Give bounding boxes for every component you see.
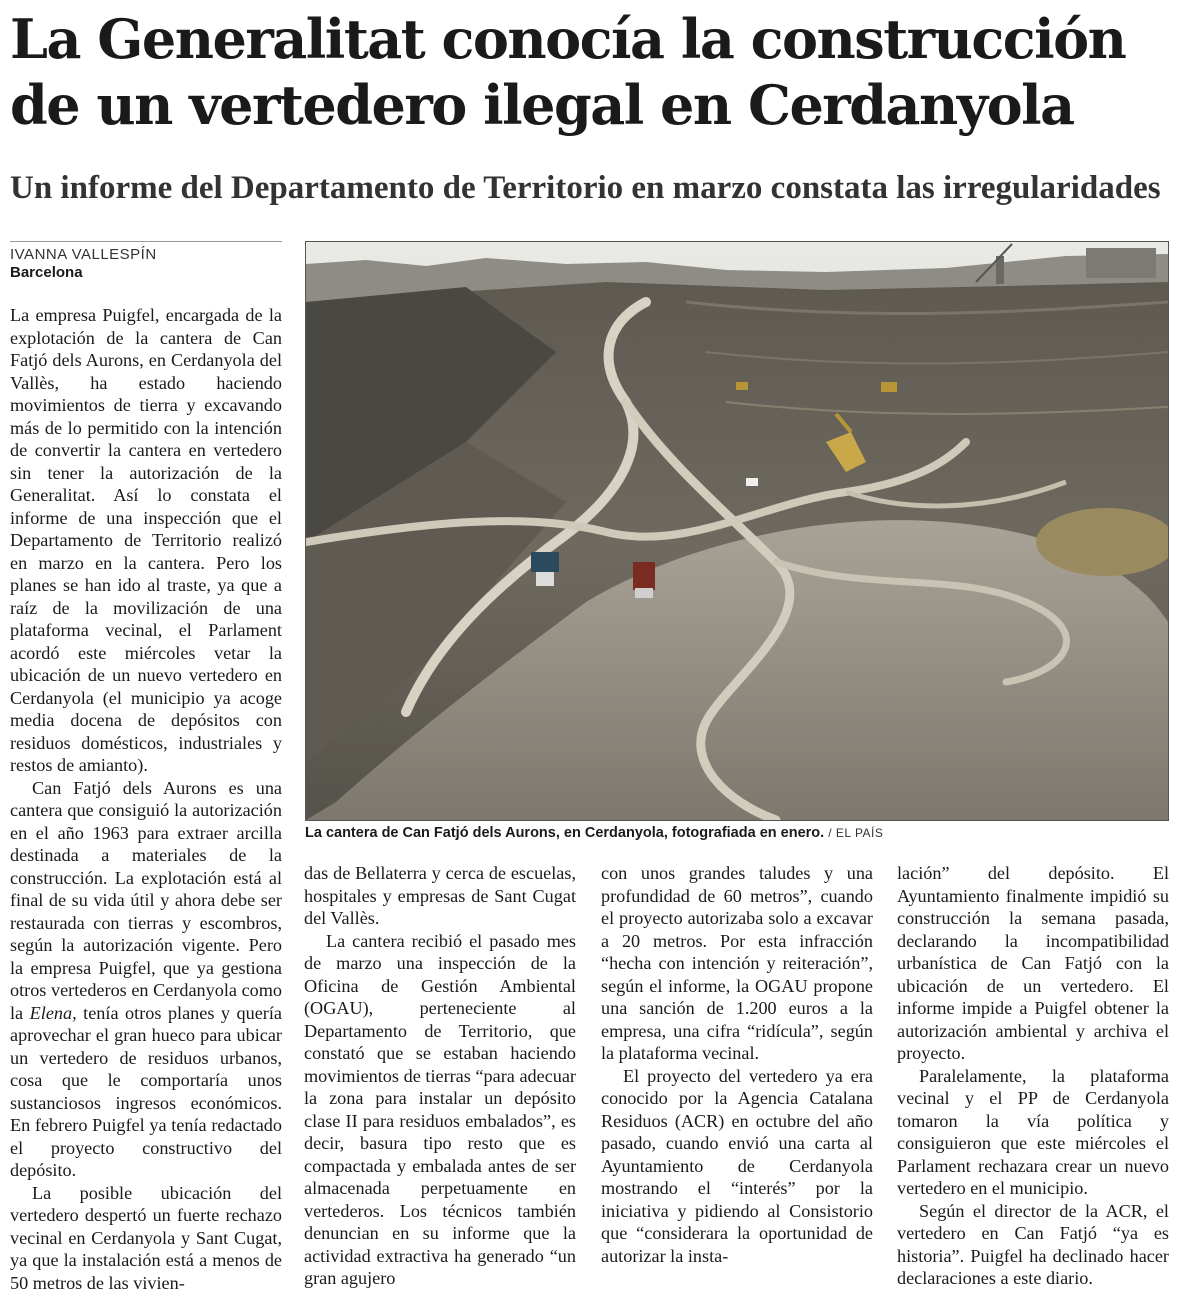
paragraph (10, 777, 282, 1182)
article-column-3 (601, 862, 873, 1267)
paragraph: La posible ubicación del vertedero despertó un fuerte rechazo vecinal en Cerdanyola y Sant Cugat, ya que la instalación está a menos de 50 metros de las vivien- (10, 1182, 282, 1294)
subheadline: Un informe del Departamento de Territorio en marzo constata las irregularidades (10, 168, 1180, 208)
quarry-photo (305, 241, 1169, 821)
byline-location: Barcelona (10, 264, 282, 282)
paragraph: con unos grandes taludes y una profundidad de 60 metros”, cuando el proyecto autorizaba solo a excavar a 20 metros. Por esta infracción “hecha con intención y reiteración”, según el informe, la OGAU propone una sanción de 1.200 euros a la empresa, una cifra “ridícula”, según la plataforma vecinal. (601, 862, 873, 1065)
paragraph: El proyecto del vertedero ya era conocido por la Agencia Catalana Residuos (ACR) en octubre del año pasado, cuando envió una carta al Ayuntamiento de Cerdanyola mostrando el “interés” por la iniciativa y pidiendo al Consistorio que “considerara la oportunidad de autorizar la insta- (601, 1065, 873, 1268)
byline-author: IVANNA VALLESPÍN (10, 246, 282, 264)
landfill-name-italic: Elena, (30, 1003, 77, 1023)
headline (10, 6, 1180, 138)
photo-credit: / EL PAÍS (828, 826, 883, 840)
article-column-4 (897, 862, 1169, 1290)
paragraph-text: Can Fatjó dels Aurons es una cantera que consiguió la autorización en el año 1963 para extraer arcilla destinada a materiales de la construcción. La explotación está al final de su vida útil y ahora debe ser restaurada con tierras y escombros, según la autorización vigente. Pero la empresa Puigfel, que ya gestiona otros vertederos en Cerdanyola como la (10, 778, 282, 1023)
photo-caption (305, 824, 1167, 842)
paragraph: La empresa Puigfel, encargada de la explotación de la cantera de Can Fatjó dels Aurons, en Cerdanyola del Vallès, ha estado haciendo movimientos de tierra y excavando más de lo permitido con la intención de convertir la cantera en vertedero sin tener la autorización de la Generalitat. Así lo constata el informe de una inspección que el Departamento de Territorio realizó en marzo en la cantera. Pero los planes se han ido al traste, ya que a raíz de la movilización de una plataforma vecinal, el Parlament acordó este miércoles vetar la ubicación de un nuevo vertedero en Cerdanyola (el municipio ya acoge media docena de depósitos con residuos domésticos, industriales y restos de amianto). (10, 304, 282, 777)
article-column-2 (304, 862, 576, 1290)
byline (10, 241, 282, 282)
headline-line-1: La Generalitat conocía la construcción (10, 7, 1125, 71)
paragraph: Paralelamente, la plataforma vecinal y el PP de Cerdanyola tomaron la vía política y consiguieron que este miércoles el Parlament rechazara crear un nuevo vertedero en el municipio. (897, 1065, 1169, 1200)
paragraph: das de Bellaterra y cerca de escuelas, hospitales y empresas de Sant Cugat del Vallès. (304, 862, 576, 930)
paragraph: La cantera recibió el pasado mes de marzo una inspección de la Oficina de Gestión Ambiental (OGAU), perteneciente al Departamento de Territorio, que constató que se estaban haciendo movimientos de tierras “para adecuar la zona para instalar un depósito clase II para residuos embalados”, es decir, basura tipo resto que es compactada y embalada antes de ser almacenada perpetuamente en vertederos. Los técnicos también denuncian en su informe que la actividad extractiva ha generado “un gran agujero (304, 930, 576, 1290)
quarry-photo-illustration (306, 242, 1168, 820)
paragraph: Según el director de la ACR, el vertedero en Can Fatjó “ya es historia”. Puigfel ha declinado hacer declaraciones a este diario. (897, 1200, 1169, 1290)
caption-text: La cantera de Can Fatjó dels Aurons, en Cerdanyola, fotografiada en enero. (305, 825, 824, 841)
article-column-1 (10, 304, 282, 1294)
paragraph-text-end: tenía otros planes y quería aprovechar el gran hueco para ubicar un vertedero de residuos urbanos, cosa que le comportaría unos sustanciosos ingresos económicos. En febrero Puigfel ya tenía redactado el proyecto constructivo del depósito. (10, 1003, 282, 1181)
headline-line-2: de un vertedero ilegal en Cerdanyola (10, 73, 1074, 137)
paragraph: lación” del depósito. El Ayuntamiento finalmente impidió su construcción la semana pasada, declarando la incompatibilidad urbanística de Can Fatjó con la ubicación de un vertedero. El informe impide a Puigfel obtener la autorización ambiental y archiva el proyecto. (897, 862, 1169, 1065)
